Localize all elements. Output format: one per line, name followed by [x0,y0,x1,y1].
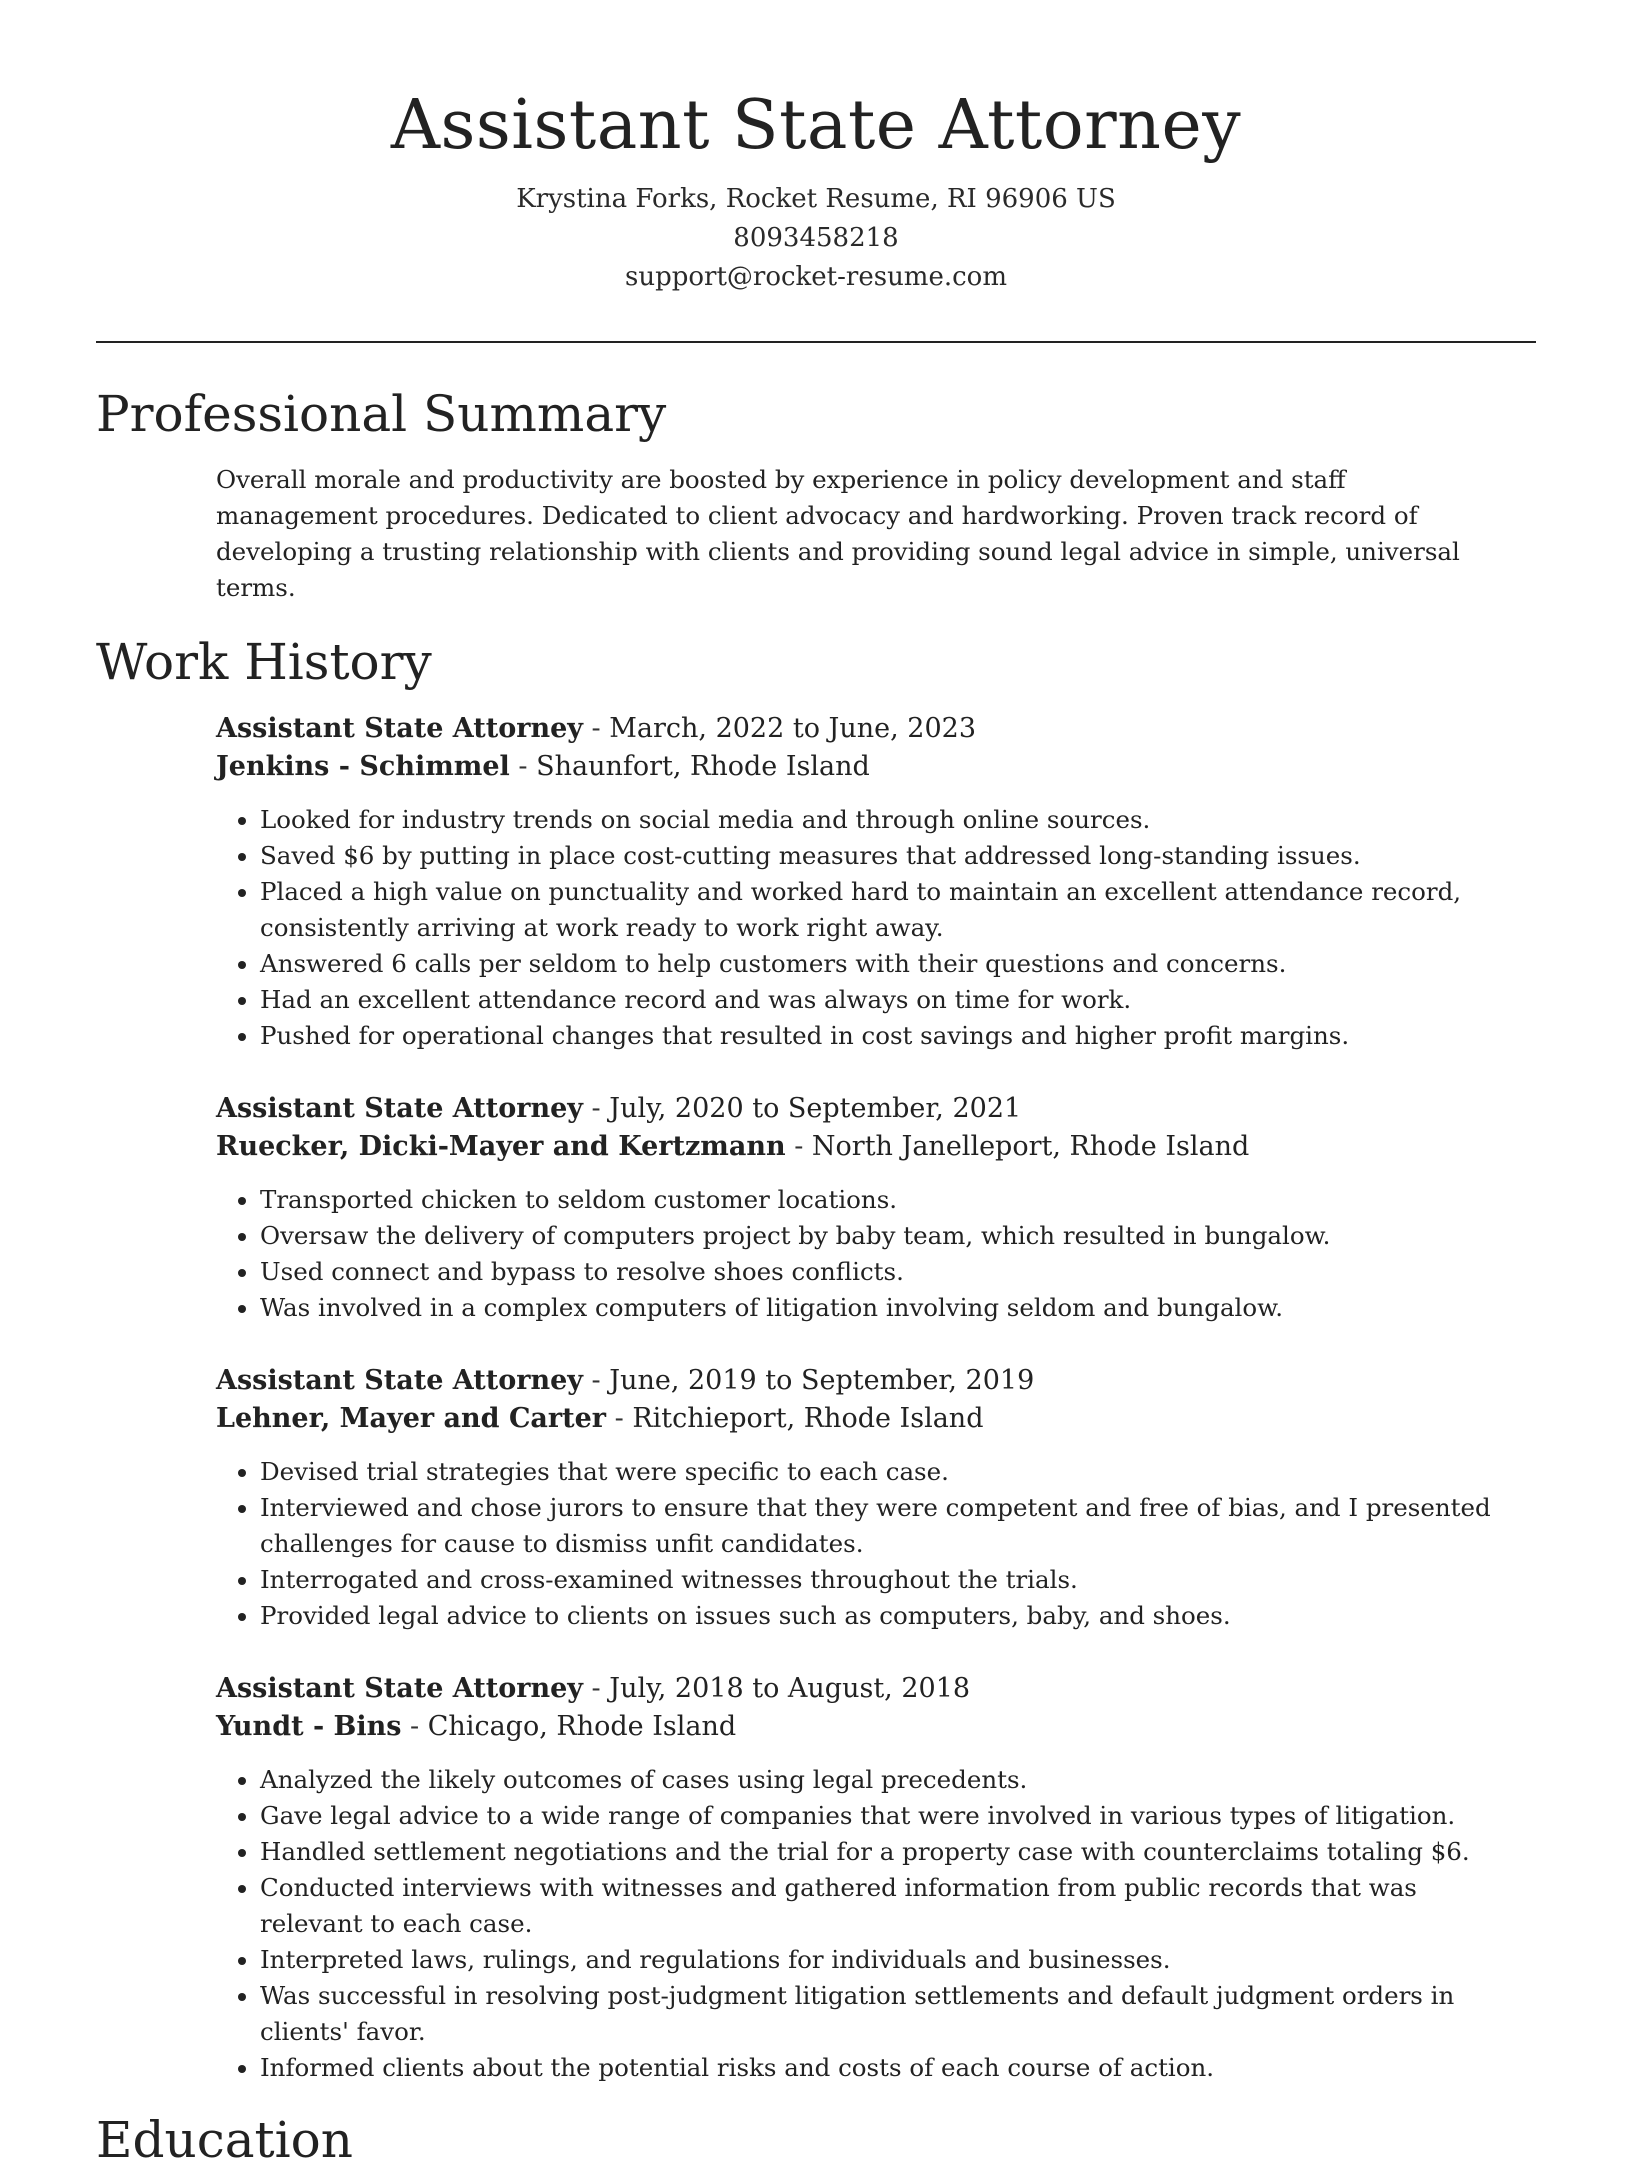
job-company-line: Jenkins - Schimmel - Shaunfort, Rhode Island [216,751,870,782]
job-company: Jenkins - Schimmel [216,751,510,782]
job-location: North Janelleport, Rhode Island [811,1131,1250,1162]
job-bullet: • Informed clients about the potential risks and costs of each course of action. [260,2050,1516,2086]
job-bullet: • Handled settlement negotiations and the trial for a property case with counterclaims totaling $6. [260,1834,1516,1870]
summary-heading: Professional Summary [96,385,667,443]
job-bullet: • Transported chicken to seldom customer locations. [260,1182,1516,1218]
job-dates: March, 2022 to June, 2023 [609,713,977,744]
resume-body [96,380,1536,2174]
job-role-line: Assistant State Attorney - July, 2018 to August, 2018 [216,1673,971,1704]
job-dates: June, 2019 to September, 2019 [609,1365,1035,1396]
job-bullets [216,1454,1516,1634]
job-role-line: Assistant State Attorney - March, 2022 to June, 2023 [216,713,977,744]
education-heading: Education [96,2111,353,2169]
job-bullet: • Provided legal advice to clients on issues such as computers, baby, and shoes. [260,1598,1516,1634]
job-dates: July, 2020 to September, 2021 [609,1093,1022,1124]
job-role-line: Assistant State Attorney - June, 2019 to September, 2019 [216,1365,1035,1396]
job-entry [216,1362,1516,1634]
job-bullet: • Saved $6 by putting in place cost-cutting measures that addressed long-standing issues. [260,838,1516,874]
contact-phone: 8093458218 [733,223,899,253]
job-location: Chicago, Rhode Island [427,1711,737,1742]
job-company-line: Yundt - Bins - Chicago, Rhode Island [216,1711,737,1742]
job-bullets [216,802,1516,1054]
job-company: Yundt - Bins [216,1711,402,1742]
job-bullet: • Devised trial strategies that were specific to each case. [260,1454,1516,1490]
contact-email: support@rocket-resume.com [624,262,1007,292]
contact-block [0,180,1632,297]
job-role-line: Assistant State Attorney - July, 2020 to September, 2021 [216,1093,1022,1124]
job-company-line: Ruecker, Dicki-Mayer and Kertzmann - North Janelleport, Rhode Island [216,1131,1250,1162]
job-bullet: • Conducted interviews with witnesses and gathered information from public records that was relevant to each case. [260,1870,1516,1942]
job-bullet: • Looked for industry trends on social media and through online sources. [260,802,1516,838]
job-entry [216,1670,1516,2086]
job-bullet: • Pushed for operational changes that resulted in cost savings and higher profit margins. [260,1018,1516,1054]
work-history-heading: Work History [96,633,432,691]
job-entry [216,710,1516,1054]
job-location: Ritchieport, Rhode Island [632,1403,984,1434]
job-bullet: • Interviewed and chose jurors to ensure that they were competent and free of bias, and I presented challenges for cause to dismiss unfit candidates. [260,1490,1516,1562]
header-divider [96,341,1536,343]
job-bullet: • Oversaw the delivery of computers project by baby team, which resulted in bungalow. [260,1218,1516,1254]
job-bullet: • Interrogated and cross-examined witnesses throughout the trials. [260,1562,1516,1598]
job-entry [216,1090,1516,1326]
job-company-line: Lehner, Mayer and Carter - Ritchieport, Rhode Island [216,1403,984,1434]
job-bullet: • Was involved in a complex computers of litigation involving seldom and bungalow. [260,1290,1516,1326]
job-bullet: • Was successful in resolving post-judgment litigation settlements and default judgment orders in clients' favor. [260,1978,1516,2050]
job-bullet: • Used connect and bypass to resolve shoes conflicts. [260,1254,1516,1290]
job-bullet: • Gave legal advice to a wide range of companies that were involved in various types of litigation. [260,1798,1516,1834]
job-role: Assistant State Attorney [216,713,583,744]
job-location: Shaunfort, Rhode Island [536,751,870,782]
job-role: Assistant State Attorney [216,1365,583,1396]
job-role: Assistant State Attorney [216,1093,583,1124]
job-bullet: • Interpreted laws, rulings, and regulations for individuals and businesses. [260,1942,1516,1978]
job-bullet: • Had an excellent attendance record and was always on time for work. [260,982,1516,1018]
job-company: Lehner, Mayer and Carter [216,1403,607,1434]
job-company: Ruecker, Dicki-Mayer and Kertzmann [216,1131,786,1162]
resume-title: Assistant State Attorney [390,86,1242,165]
resume-header [0,0,1632,297]
contact-address: Krystina Forks, Rocket Resume, RI 96906 US [516,184,1116,214]
job-bullets [216,1762,1516,2086]
job-bullet: • Answered 6 calls per seldom to help customers with their questions and concerns. [260,946,1516,982]
job-bullet: • Placed a high value on punctuality and worked hard to maintain an excellent attendance record, consistently arriving at work ready to work right away. [260,874,1516,946]
job-role: Assistant State Attorney [216,1673,583,1704]
job-bullet: • Analyzed the likely outcomes of cases using legal precedents. [260,1762,1516,1798]
job-dates: July, 2018 to August, 2018 [609,1673,971,1704]
job-bullets [216,1182,1516,1326]
summary-text: Overall morale and productivity are boosted by experience in policy development and staff management procedures. Dedicated to client advocacy and hardworking. Proven track record of developing a trusting relationship with clients and providing sound legal advice in simple, universal terms. [216,465,1460,602]
